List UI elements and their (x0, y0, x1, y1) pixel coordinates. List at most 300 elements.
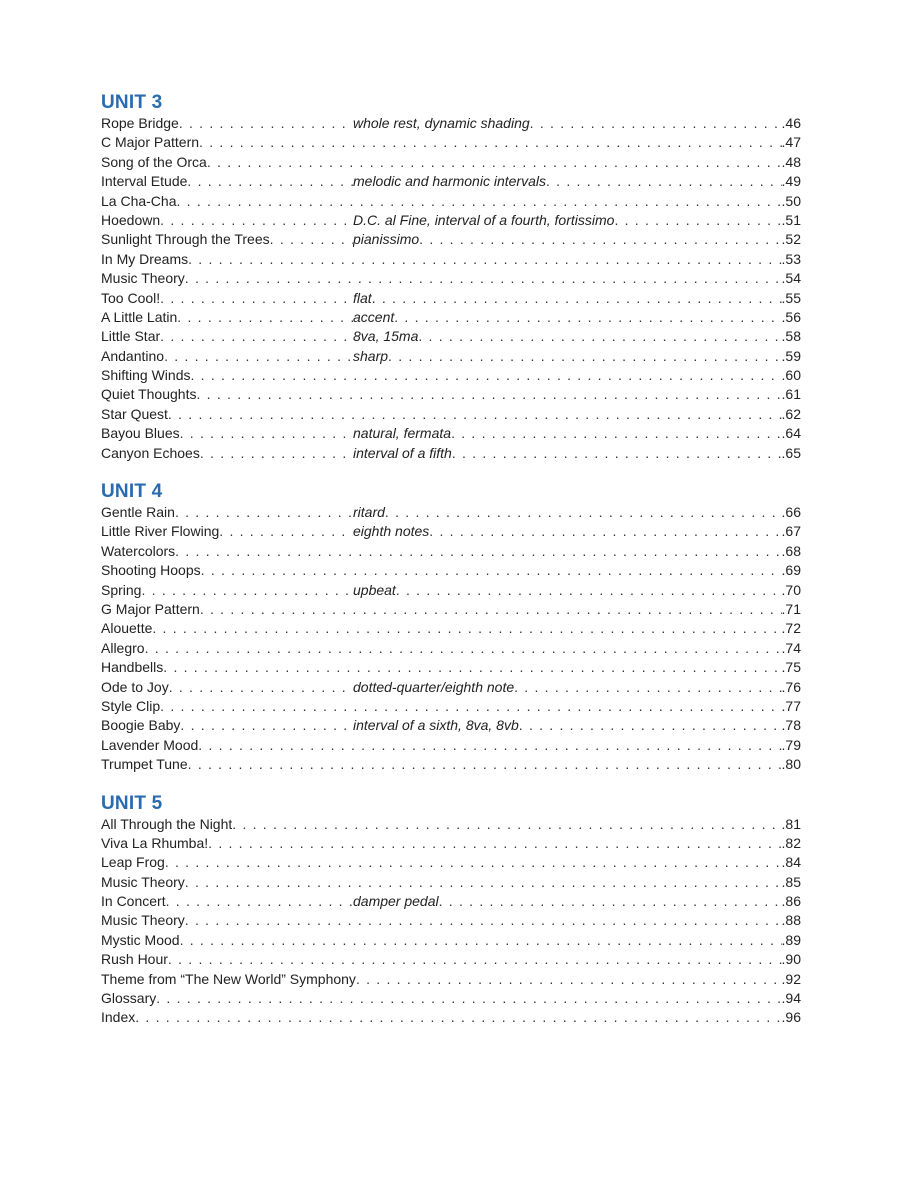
entry-concept: damper pedal (353, 893, 439, 910)
entry-left (101, 561, 201, 580)
entry-left (101, 327, 353, 346)
entry-right (180, 931, 801, 950)
entry-right (353, 347, 801, 366)
toc-entry[interactable] (101, 385, 801, 404)
dot-leader (200, 600, 782, 619)
toc-entry[interactable] (101, 153, 801, 172)
dot-leader (141, 581, 353, 600)
entry-right (156, 989, 801, 1008)
entry-title: Boogie Baby (101, 717, 181, 734)
dot-leader (419, 230, 781, 249)
entry-right (353, 581, 801, 600)
entry-right (201, 561, 801, 580)
entry-right (160, 697, 801, 716)
entry-page-number: .52 (781, 231, 801, 248)
entry-concept: natural, fermata (353, 425, 452, 442)
toc-entry[interactable] (101, 211, 801, 230)
entry-right (353, 424, 801, 443)
entry-title: Glossary (101, 990, 157, 1007)
entry-page-number: .61 (781, 386, 801, 403)
entry-right (353, 678, 801, 697)
entry-left (101, 853, 165, 872)
toc-entry[interactable] (101, 269, 801, 288)
entry-right (353, 716, 801, 735)
entry-left (101, 970, 356, 989)
unit-section (101, 92, 801, 463)
entry-right (232, 815, 801, 834)
entry-right (200, 600, 801, 619)
entry-title: Quiet Thoughts (101, 386, 197, 403)
entry-left (101, 269, 185, 288)
toc-entry[interactable] (101, 639, 801, 658)
entry-title: Hoedown (101, 211, 161, 228)
entry-right (190, 366, 801, 385)
entry-title: Music Theory (101, 912, 185, 929)
entry-title: Rush Hour (101, 951, 168, 968)
entry-page-number: .49 (781, 173, 801, 190)
dot-leader (185, 911, 782, 930)
entry-concept: D.C. al Fine, interval of a fourth, fortissimo (353, 211, 615, 228)
entry-right (188, 250, 801, 269)
dot-leader (614, 211, 781, 230)
entry-right (196, 385, 801, 404)
entry-left (101, 736, 198, 755)
entry-page-number: .51 (781, 211, 801, 228)
entry-left (101, 1008, 135, 1027)
entry-left (101, 385, 196, 404)
entry-list (101, 815, 801, 1028)
toc-entry[interactable] (101, 308, 801, 327)
entry-title: Leap Frog (101, 854, 165, 871)
toc-entry[interactable] (101, 989, 801, 1008)
entry-left (101, 405, 168, 424)
dot-leader (152, 619, 781, 638)
dot-leader (519, 716, 782, 735)
entry-title: Alouette (101, 620, 153, 637)
dot-leader (180, 424, 353, 443)
entry-title: Index (101, 1009, 136, 1026)
dot-leader (168, 405, 782, 424)
entry-left (101, 503, 353, 522)
unit-heading: UNIT 3 (101, 92, 163, 113)
entry-page-number: .96 (781, 1009, 801, 1026)
entry-right (145, 639, 801, 658)
dot-leader (530, 114, 782, 133)
entry-right (168, 405, 801, 424)
toc-entry[interactable] (101, 289, 801, 308)
entry-title: Little Star (101, 328, 161, 345)
entry-left (101, 600, 200, 619)
toc-entry[interactable] (101, 736, 801, 755)
entry-page-number: .77 (781, 697, 801, 714)
entry-left (101, 347, 353, 366)
entry-page-number: .79 (781, 736, 801, 753)
unit-heading: UNIT 5 (101, 792, 163, 814)
entry-title: Allegro (101, 639, 145, 656)
toc-entry[interactable] (101, 716, 801, 735)
toc-entry[interactable] (101, 834, 801, 853)
entry-left (101, 424, 353, 443)
entry-left (101, 581, 353, 600)
entry-concept: interval of a sixth, 8va, 8vb (353, 717, 519, 734)
entry-right (185, 873, 801, 892)
entry-title: All Through the Night (101, 815, 233, 832)
dot-leader (356, 970, 782, 989)
entry-right (353, 892, 801, 911)
entry-left (101, 230, 353, 249)
toc-entry[interactable] (101, 444, 801, 463)
toc-entry[interactable] (101, 250, 801, 269)
dot-leader (201, 561, 782, 580)
dot-leader (452, 444, 782, 463)
entry-title: Spring (101, 581, 142, 598)
entry-page-number: .88 (781, 912, 801, 929)
dot-leader (169, 678, 353, 697)
dot-leader (168, 950, 782, 969)
entry-title: Bayou Blues (101, 425, 180, 442)
dot-leader (388, 347, 782, 366)
dot-leader (188, 250, 781, 269)
entry-page-number: .48 (781, 153, 801, 170)
toc-entry[interactable] (101, 658, 801, 677)
dot-leader (514, 678, 781, 697)
dot-leader (270, 230, 353, 249)
entry-right (135, 1008, 801, 1027)
entry-left (101, 892, 353, 911)
entry-page-number: .76 (781, 678, 801, 695)
entry-page-number: .55 (781, 289, 801, 306)
entry-page-number: .78 (781, 717, 801, 734)
entry-left (101, 989, 156, 1008)
entry-right (353, 211, 801, 230)
entry-title: Shifting Winds (101, 367, 191, 384)
entry-left (101, 522, 353, 541)
entry-right (353, 230, 801, 249)
entry-concept: interval of a fifth (353, 444, 452, 461)
entry-title: Music Theory (101, 873, 185, 890)
entry-title: C Major Pattern (101, 134, 200, 151)
entry-concept: ritard (353, 504, 385, 521)
entry-right (185, 911, 801, 930)
entry-title: Viva La Rhumba! (101, 834, 209, 851)
toc-entry[interactable] (101, 853, 801, 872)
entry-left (101, 755, 188, 774)
entry-left (101, 697, 160, 716)
dot-leader (160, 327, 353, 346)
toc-entry[interactable] (101, 542, 801, 561)
entry-left (101, 873, 185, 892)
dot-leader (145, 639, 782, 658)
entry-right (163, 658, 801, 677)
entry-left (101, 308, 353, 327)
entry-right (152, 619, 801, 638)
unit-section (101, 481, 801, 774)
toc-entry[interactable] (101, 950, 801, 969)
dot-leader (208, 834, 781, 853)
entry-title: Song of the Orca (101, 153, 207, 170)
unit-heading: UNIT 4 (101, 481, 163, 503)
toc-entry[interactable] (101, 366, 801, 385)
dot-leader (135, 1008, 781, 1027)
toc-entry[interactable] (101, 133, 801, 152)
dot-leader (187, 172, 353, 191)
entry-concept: flat (353, 289, 372, 306)
entry-concept: upbeat (353, 581, 396, 598)
unit-section (101, 793, 801, 1028)
entry-title: A Little Latin (101, 308, 178, 325)
entry-concept: melodic and harmonic intervals (353, 173, 546, 190)
entry-left (101, 834, 208, 853)
entry-right (199, 133, 801, 152)
entry-title: Shooting Hoops (101, 562, 201, 579)
entry-title: Handbells (101, 659, 164, 676)
toc-entry[interactable] (101, 873, 801, 892)
entry-page-number: .59 (781, 347, 801, 364)
toc-entry[interactable] (101, 697, 801, 716)
toc-entry[interactable] (101, 815, 801, 834)
entry-left (101, 639, 145, 658)
entry-concept: pianissimo (353, 231, 420, 248)
toc-entry[interactable] (101, 230, 801, 249)
entry-right (353, 114, 801, 133)
entry-page-number: .86 (781, 893, 801, 910)
entry-list (101, 114, 801, 463)
entry-concept: 8va, 15ma (353, 328, 419, 345)
entry-left (101, 172, 353, 191)
dot-leader (177, 308, 353, 327)
entry-concept: whole rest, dynamic shading (353, 115, 530, 131)
entry-left (101, 911, 185, 930)
entry-right (177, 192, 802, 211)
entry-left (101, 153, 207, 172)
entry-title: Style Clip (101, 697, 161, 714)
entry-right (353, 522, 801, 541)
toc-entry[interactable] (101, 503, 801, 522)
dot-leader (232, 815, 781, 834)
entry-left (101, 366, 190, 385)
dot-leader (160, 211, 353, 230)
entry-page-number: .66 (781, 504, 801, 521)
entry-title: Canyon Echoes (101, 444, 200, 461)
entry-right (175, 542, 801, 561)
entry-page-number: .74 (781, 639, 801, 656)
entry-page-number: .75 (781, 659, 801, 676)
entry-page-number: .62 (781, 405, 801, 422)
toc-entry[interactable] (101, 619, 801, 638)
dot-leader (166, 892, 353, 911)
entry-page-number: .67 (781, 523, 801, 540)
entry-concept: sharp (353, 347, 389, 364)
dot-leader (199, 133, 781, 152)
entry-right (207, 153, 801, 172)
toc-entry[interactable] (101, 424, 801, 443)
entry-left (101, 658, 163, 677)
toc-entry[interactable] (101, 114, 801, 133)
table-of-contents (101, 92, 801, 1046)
entry-title: Andantino (101, 347, 165, 364)
entry-right (353, 444, 801, 463)
entry-page-number: .84 (781, 854, 801, 871)
entry-left (101, 444, 353, 463)
entry-title: Sunlight Through the Trees (101, 231, 270, 248)
entry-title: Theme from “The New World” Symphony (101, 970, 356, 987)
entry-left (101, 950, 168, 969)
entry-page-number: .64 (781, 425, 801, 442)
entry-right (188, 755, 801, 774)
toc-entry[interactable] (101, 892, 801, 911)
toc-entry[interactable] (101, 172, 801, 191)
dot-leader (451, 424, 781, 443)
entry-page-number: .85 (781, 873, 801, 890)
dot-leader (175, 503, 353, 522)
dot-leader (190, 366, 781, 385)
entry-page-number: .68 (781, 542, 801, 559)
dot-leader (219, 522, 353, 541)
entry-page-number: .80 (781, 756, 801, 773)
dot-leader (160, 697, 781, 716)
dot-leader (185, 269, 782, 288)
entry-right (353, 289, 801, 308)
entry-page-number: .90 (781, 951, 801, 968)
entry-left (101, 542, 175, 561)
toc-entry[interactable] (101, 1008, 801, 1027)
entry-left (101, 192, 177, 211)
toc-entry[interactable] (101, 600, 801, 619)
entry-right (353, 327, 801, 346)
dot-leader (198, 736, 781, 755)
entry-page-number: .70 (781, 581, 801, 598)
entry-title: Gentle Rain (101, 504, 175, 521)
entry-left (101, 289, 353, 308)
entry-left (101, 815, 232, 834)
toc-entry[interactable] (101, 970, 801, 989)
entry-title: Mystic Mood (101, 931, 180, 948)
dot-leader (396, 581, 782, 600)
entry-page-number: .82 (781, 834, 801, 851)
toc-entry[interactable] (101, 911, 801, 930)
entry-title: Little River Flowing (101, 523, 220, 540)
entry-right (168, 950, 801, 969)
dot-leader (165, 853, 782, 872)
dot-leader (200, 444, 353, 463)
dot-leader (394, 308, 781, 327)
entry-list (101, 503, 801, 774)
entry-title: In Concert (101, 893, 166, 910)
dot-leader (180, 931, 782, 950)
entry-left (101, 619, 152, 638)
entry-page-number: .92 (781, 970, 801, 987)
entry-page-number: .46 (781, 115, 801, 131)
entry-title: Watercolors (101, 542, 176, 559)
dot-leader (188, 755, 782, 774)
entry-right (185, 269, 801, 288)
entry-page-number: .89 (781, 931, 801, 948)
entry-title: G Major Pattern (101, 600, 200, 617)
entry-page-number: .47 (781, 134, 801, 151)
dot-leader (164, 347, 353, 366)
entry-concept: eighth notes (353, 523, 430, 540)
entry-page-number: .71 (781, 600, 801, 617)
toc-entry[interactable] (101, 522, 801, 541)
toc-entry[interactable] (101, 561, 801, 580)
entry-page-number: .54 (781, 270, 801, 287)
entry-right (353, 308, 801, 327)
entry-right (356, 970, 801, 989)
entry-title: Ode to Joy (101, 678, 169, 695)
toc-entry[interactable] (101, 755, 801, 774)
dot-leader (385, 503, 782, 522)
entry-concept: dotted-quarter/eighth note (353, 678, 515, 695)
entry-title: La Cha-Cha (101, 192, 177, 209)
dot-leader (175, 542, 781, 561)
entry-left (101, 211, 353, 230)
entry-left (101, 114, 353, 133)
entry-page-number: .94 (781, 990, 801, 1007)
entry-right (198, 736, 801, 755)
entry-page-number: .60 (781, 367, 801, 384)
entry-right (353, 172, 801, 191)
entry-page-number: .72 (781, 620, 801, 637)
entry-title: Too Cool! (101, 289, 161, 306)
toc-entry[interactable] (101, 405, 801, 424)
entry-right (353, 503, 801, 522)
entry-page-number: .81 (781, 815, 801, 832)
toc-entry[interactable] (101, 931, 801, 950)
dot-leader (180, 716, 353, 735)
dot-leader (179, 114, 353, 133)
dot-leader (207, 153, 782, 172)
dot-leader (177, 192, 782, 211)
entry-page-number: .65 (781, 444, 801, 461)
dot-leader (185, 873, 782, 892)
toc-entry[interactable] (101, 327, 801, 346)
dot-leader (163, 658, 781, 677)
entry-concept: accent (353, 308, 395, 325)
dot-leader (196, 385, 781, 404)
toc-entry[interactable] (101, 581, 801, 600)
dot-leader (160, 289, 353, 308)
entry-title: Trumpet Tune (101, 756, 188, 773)
entry-left (101, 931, 180, 950)
toc-entry[interactable] (101, 192, 801, 211)
toc-entry[interactable] (101, 678, 801, 697)
entry-page-number: .50 (781, 192, 801, 209)
dot-leader (429, 522, 781, 541)
entry-page-number: .56 (781, 308, 801, 325)
dot-leader (418, 327, 781, 346)
entry-left (101, 678, 353, 697)
entry-right (208, 834, 801, 853)
entry-page-number: .69 (781, 562, 801, 579)
dot-leader (439, 892, 782, 911)
entry-left (101, 250, 188, 269)
entry-page-number: .53 (781, 250, 801, 267)
entry-title: Rope Bridge (101, 115, 179, 131)
entry-title: Lavender Mood (101, 736, 199, 753)
entry-title: In My Dreams (101, 250, 189, 267)
dot-leader (546, 172, 782, 191)
entry-right (165, 853, 801, 872)
dot-leader (372, 289, 782, 308)
entry-left (101, 133, 199, 152)
entry-title: Star Quest (101, 405, 168, 422)
dot-leader (156, 989, 781, 1008)
entry-page-number: .58 (781, 328, 801, 345)
entry-title: Interval Etude (101, 173, 188, 190)
entry-left (101, 716, 353, 735)
toc-entry[interactable] (101, 347, 801, 366)
entry-title: Music Theory (101, 270, 185, 287)
